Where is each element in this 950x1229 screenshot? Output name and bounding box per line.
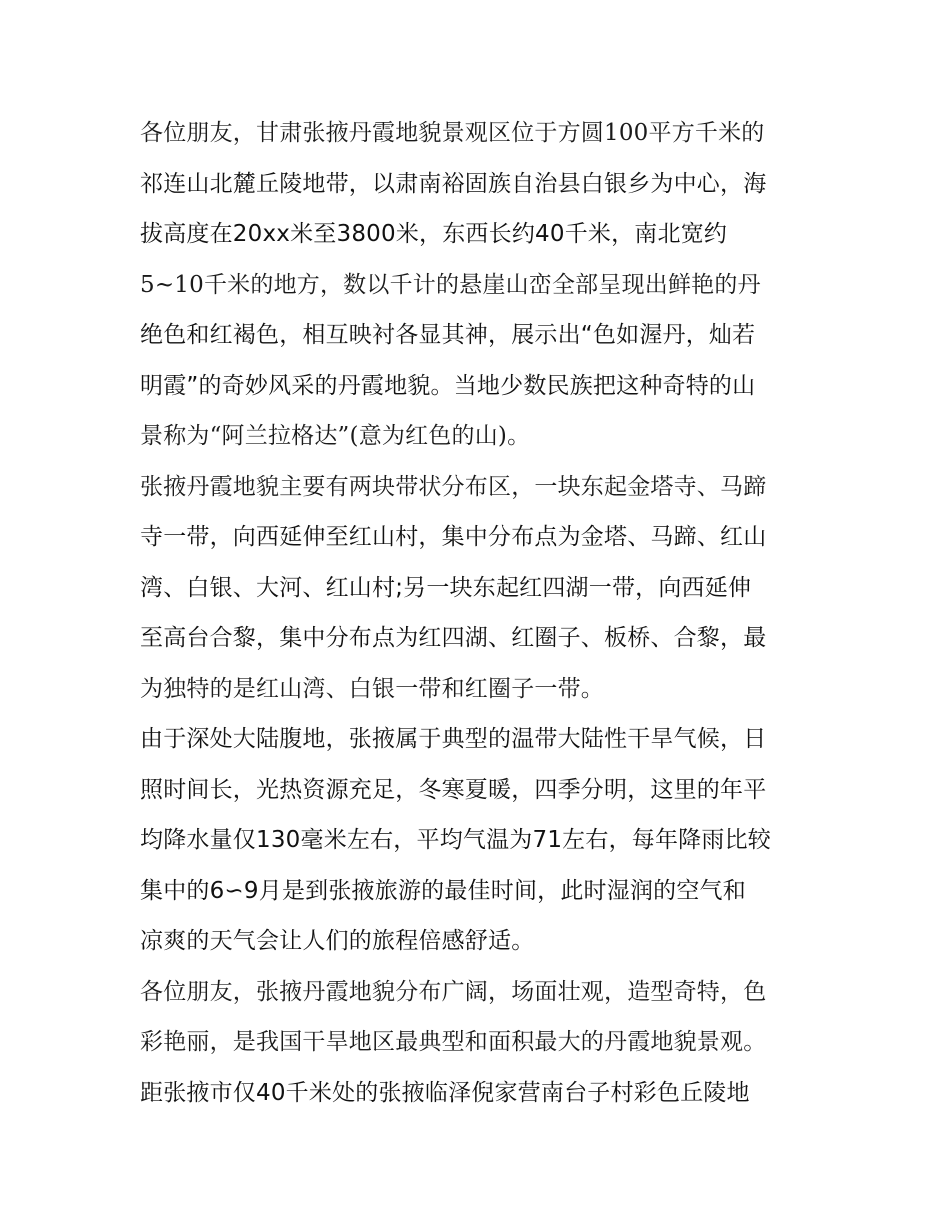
text-line: 为独特的是红山湾、白银一带和红圈子一带。 bbox=[140, 675, 604, 702]
text-line: 由于深处大陆腹地，张掖属于典型的温带大陆性干旱气候，日 bbox=[140, 726, 767, 752]
text-line: 绝色和红褐色，相互映衬各显其神，展示出“色如渥丹，灿若 bbox=[140, 322, 756, 348]
text-line: 凉爽的天气会让人们的旅程倍感舒适。 bbox=[140, 928, 535, 954]
text-line: 各位朋友，甘肃张掖丹霞地貌景观区位于方圆100平方千米的 bbox=[140, 120, 765, 146]
text-line: 祁连山北麓丘陵地带，以肃南裕固族自治县白银乡为中心，海 bbox=[140, 170, 767, 197]
text-line: 彩艳丽，是我国干旱地区最典型和面积最大的丹霞地貌景观。 bbox=[140, 1029, 767, 1055]
text-line: 距张掖市仅40千米处的张掖临泽倪家营南台子村彩色丘陵地 bbox=[140, 1079, 750, 1106]
text-line: 寺一带，向西延伸至红山村，集中分布点为金塔、马蹄、红山 bbox=[140, 524, 767, 550]
text-line: 5~10千米的地方，数以千计的悬崖山峦全部呈现出鲜艳的丹 bbox=[140, 271, 761, 298]
text-line: 张掖丹霞地貌主要有两块带状分布区，一块东起金塔寺、马蹄 bbox=[140, 473, 767, 500]
text-line: 各位朋友，张掖丹霞地貌分布广阔，场面壮观，造型奇特，色 bbox=[140, 978, 767, 1005]
text-line: 拔高度在20xx米至3800米，东西长约40千米，南北宽约 bbox=[140, 221, 728, 247]
text-line: 景称为“阿兰拉格达”(意为红色的山)。 bbox=[140, 423, 531, 449]
text-line: 明霞”的奇妙风采的丹霞地貌。当地少数民族把这种奇特的山 bbox=[140, 372, 756, 399]
text-line: 湾、白银、大河、红山村;另一块东起红四湖一带，向西延伸 bbox=[140, 574, 752, 601]
text-line: 均降水量仅130毫米左右，平均气温为71左右，每年降雨比较 bbox=[140, 827, 771, 853]
text-line: 照时间长，光热资源充足，冬寒夏暖，四季分明，这里的年平 bbox=[140, 776, 767, 803]
body-text bbox=[140, 108, 820, 1118]
text-line: 至高台合黎，集中分布点为红四湖、红圈子、板桥、合黎，最 bbox=[140, 625, 767, 651]
text-line: 集中的6∽9月是到张掖旅游的最佳时间，此时湿润的空气和 bbox=[140, 877, 746, 904]
